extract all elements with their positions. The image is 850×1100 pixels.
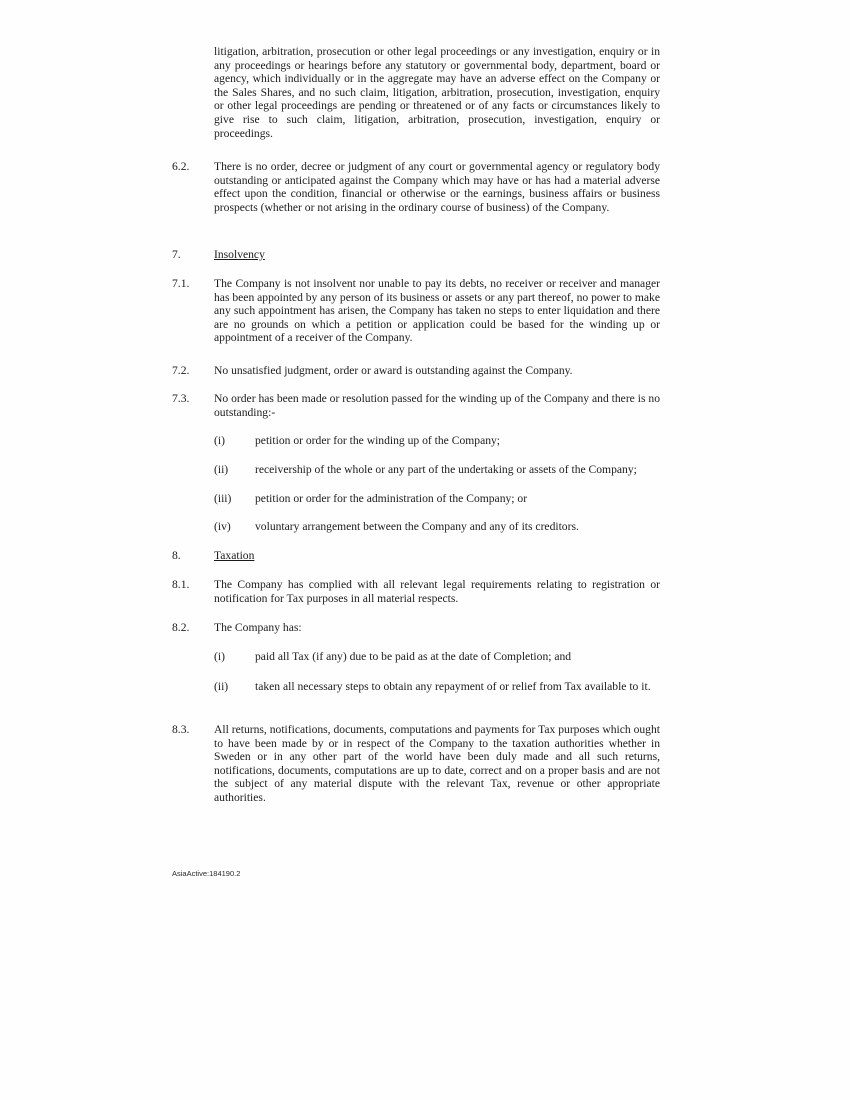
section-8-heading: Taxation: [214, 549, 255, 562]
clause-7-1-number: 7.1.: [172, 277, 190, 290]
clause-8-2-number: 8.2.: [172, 621, 190, 634]
clause-8-2-item-label: (ii): [214, 680, 229, 693]
clause-8-3-text: All returns, notifications, documents, computations and payments for Tax purposes which ought to have been made by or in respect of the Company to the taxation authorities whether in Sweden or in any other part of the world have been duly made and all such returns, notifications, documents, computations are up to date, correct and on a proper basis and are not the subject of any material dispute with the relevant Tax, revenue or other appropriate authorities.: [214, 723, 660, 804]
clause-7-3-item-label: (iv): [214, 520, 231, 533]
intro-paragraph: litigation, arbitration, prosecution or other legal proceedings or any investigation, enquiry or in any proceedings or hearings before any statutory or governmental body, department, board or agency, which individually or in the aggregate may have an adverse effect on the Company or the Sales Shares, and no such claim, litigation, arbitration, prosecution, investigation, enquiry or other legal proceedings are pending or threatened or of any facts or circumstances likely to give rise to such claim, litigation, arbitration, prosecution, investigation, enquiry or proceedings.: [214, 45, 660, 140]
clause-8-2-item-text: paid all Tax (if any) due to be paid as at the date of Completion; and: [255, 650, 572, 663]
clause-7-3-item-text: receivership of the whole or any part of the undertaking or assets of the Company;: [255, 463, 637, 476]
clause-7-2-number: 7.2.: [172, 364, 190, 377]
clause-6-2-text: There is no order, decree or judgment of any court or governmental agency or regulatory body outstanding or anticipated against the Company which may have or has had a material adverse effect upon the condition, financial or otherwise or the earnings, business affairs or business prospects (whether or not arising in the ordinary course of business) of the Company.: [214, 160, 660, 214]
section-7-heading: Insolvency: [214, 248, 265, 261]
clause-7-3-number: 7.3.: [172, 392, 190, 405]
clause-7-3-item-text: voluntary arrangement between the Company and any of its creditors.: [255, 520, 579, 533]
clause-7-3-text: No order has been made or resolution passed for the winding up of the Company and there is no outstanding:-: [214, 392, 660, 419]
clause-7-2-text: No unsatisfied judgment, order or award is outstanding against the Company.: [214, 364, 573, 377]
clause-6-2-number: 6.2.: [172, 160, 190, 173]
clause-8-2-item-text: taken all necessary steps to obtain any repayment of or relief from Tax available to it.: [255, 680, 651, 693]
document-reference-footer: AsiaActive:184190.2: [172, 869, 241, 878]
clause-7-3-item-label: (i): [214, 434, 225, 447]
clause-7-1-text: The Company is not insolvent nor unable to pay its debts, no receiver or receiver and manager has been appointed by any person of its business or assets or any part thereof, no power to make any such appointment has arisen, the Company has taken no steps to enter liquidation and there are no grounds on which a petition or application could be based for the winding up or appointment of a receiver of the Company.: [214, 277, 660, 345]
clause-7-3-item-text: petition or order for the winding up of the Company;: [255, 434, 501, 447]
clause-8-2-text: The Company has:: [214, 621, 302, 634]
clause-8-2-item-label: (i): [214, 650, 225, 663]
clause-8-1-number: 8.1.: [172, 578, 190, 591]
clause-7-3-item-text: petition or order for the administration of the Company; or: [255, 492, 528, 505]
section-7-number: 7.: [172, 248, 181, 261]
clause-8-3-number: 8.3.: [172, 723, 190, 736]
clause-7-3-item-label: (iii): [214, 492, 232, 505]
section-8-number: 8.: [172, 549, 181, 562]
clause-8-1-text: The Company has complied with all relevant legal requirements relating to registration or notification for Tax purposes in all material respects.: [214, 578, 660, 605]
clause-7-3-item-label: (ii): [214, 463, 229, 476]
